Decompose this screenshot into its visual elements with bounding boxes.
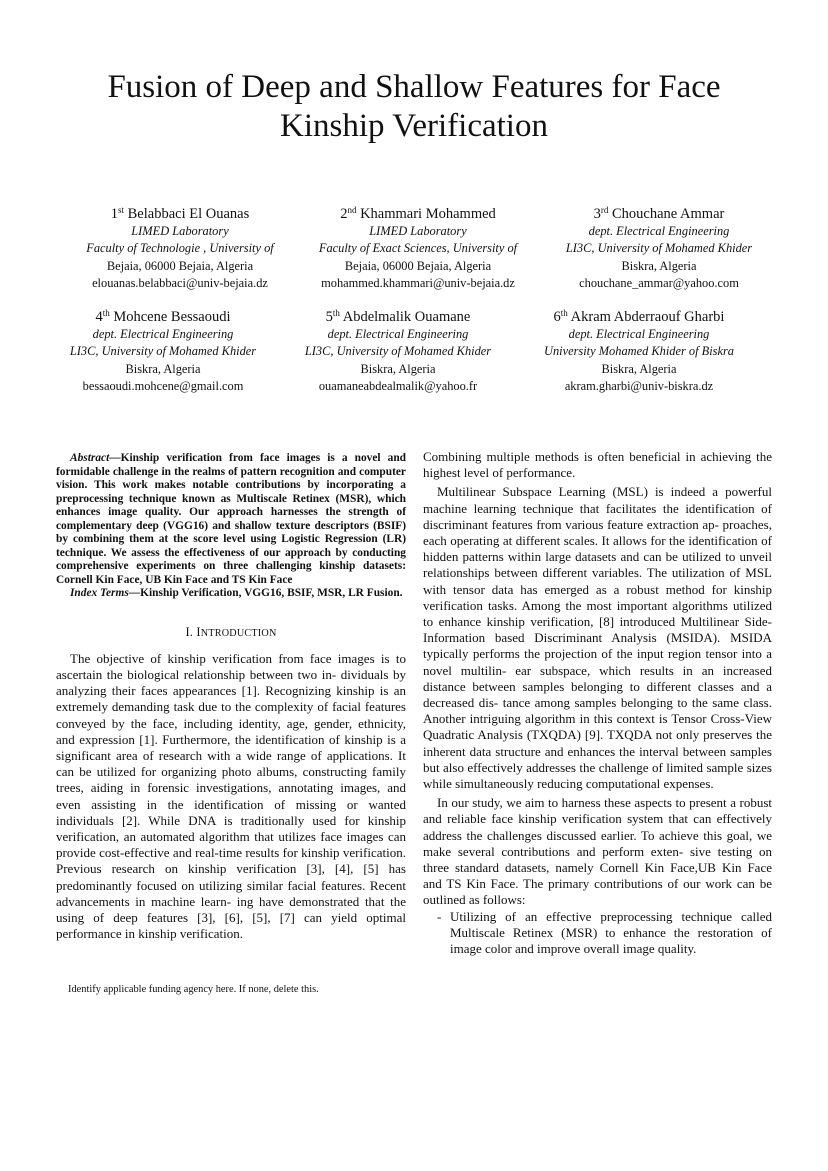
title-line-2: Kinship Verification [280, 108, 548, 144]
author-email: chouchane_ammar@yahoo.com [579, 276, 739, 291]
author-ordinal-suffix: th [560, 308, 568, 318]
section-title-rest: NTRODUCTION [200, 627, 277, 639]
author-ordinal: 3 [593, 206, 601, 222]
author-affiliation-1: dept. Electrical Engineering [588, 224, 730, 238]
author-block-1 [55, 205, 305, 293]
author-affiliation-1: dept. Electrical Engineering [92, 327, 234, 341]
author-ordinal-suffix: th [102, 308, 110, 318]
author-affiliation-2: University Mohamed Khider of Biskra [544, 344, 734, 359]
author-name: Mohcene Bessaoudi [113, 309, 231, 325]
contribution-text: Utilizing of an effective preprocessing technique called Multiscale Retinex (MSR) to enhance the restoration of image color and improve overall image quality. [450, 908, 772, 957]
author-ordinal-suffix: st [118, 205, 125, 215]
abstract-text: —Kinship verification from face images is a novel and formidable challenge in the realms of pattern recognition and computer vision. This work makes notable contributions by incorporating a preprocessing technique known as Multiscale Retinex (MSR), which enhances image quality. Our approach harnesses the strength of complementary deep (VGG16) and shallow texture descriptors (BSIF) by combining them at the score level using Logistic Regression (LR) technique. We assess the effectiveness of our approach by conducting comprehensive experiments on three challenging kinship datasets: Cornell Kin Face, UB Kin Face and TS Kin Face [56, 452, 406, 586]
author-location: Biskra, Algeria [125, 361, 201, 376]
author-ordinal-suffix: rd [600, 205, 609, 215]
author-block-2 [293, 205, 543, 293]
author-location: Biskra, Algeria [621, 258, 697, 273]
author-affiliation-2: LI3C, University of Mohamed Khider [304, 344, 492, 359]
author-email: mohammed.khammari@univ-bejaia.dz [321, 276, 515, 291]
author-affiliation-1: LIMED Laboratory [369, 224, 467, 238]
author-email: bessaoudi.mohcene@gmail.com [82, 379, 244, 394]
bullet-dash: - [437, 908, 442, 924]
author-block-4 [38, 308, 288, 396]
author-affiliation-2: Faculty of Technologie , University of [86, 241, 274, 256]
author-name: Belabbaci El Ouanas [127, 206, 250, 222]
abstract-label: Abstract [70, 452, 110, 464]
author-ordinal: 6 [553, 309, 561, 325]
section-heading-introduction [56, 624, 406, 642]
author-name: Abdelmalik Ouamane [342, 309, 471, 325]
author-email: elouanas.belabbaci@univ-bejaia.dz [92, 276, 268, 291]
author-name: Akram Abderraouf Gharbi [570, 309, 725, 325]
right-column [423, 449, 772, 957]
title-line-1: Fusion of Deep and Shallow Features for Face [107, 69, 721, 105]
author-affiliation-2: LI3C, University of Mohamed Khider [69, 344, 257, 359]
author-ordinal-suffix: th [332, 308, 340, 318]
author-ordinal-suffix: nd [347, 205, 357, 215]
index-terms [56, 587, 406, 601]
author-ordinal: 2 [340, 206, 348, 222]
abstract [56, 452, 406, 587]
author-ordinal: 4 [95, 309, 103, 325]
author-affiliation-2: LI3C, University of Mohamed Khider [565, 241, 753, 256]
paragraph-our-study: In our study, we aim to harness these aspects to present a robust and reliable face kinship verification system that can effectively address the challenges discussed earlier. To achieve this goal, we make several contributions and perform exten- sive testing on three standard datasets, namely Cornell Kin Face,UB Kin Face and TS Kin Face. The primary contributions of our work can be outlined as follows: [423, 795, 772, 908]
author-location: Bejaia, 06000 Bejaia, Algeria [106, 258, 254, 273]
author-ordinal: 5 [325, 309, 333, 325]
author-affiliation-2: Faculty of Exact Sciences, University of [318, 241, 518, 256]
contributions-list [423, 909, 772, 958]
author-name: Chouchane Ammar [612, 206, 725, 222]
author-block-3 [534, 205, 784, 293]
left-column [56, 452, 406, 942]
author-affiliation-1: dept. Electrical Engineering [568, 327, 710, 341]
paragraph-combining-methods: Combining multiple methods is often beneficial in achieving the highest level of performance. [423, 449, 772, 481]
paragraph-msl: Multilinear Subspace Learning (MSL) is indeed a powerful machine learning technique that facilitates the identification of discriminant features from various feature extraction ap- proaches, each operating at different scales. It allows for the identification of hidden patterns within large datasets and can be utilized to unveil relationships between different variables. The utilization of MSL with tensor data has emerged as a robust method for kinship verification tasks. Among the most important algorithms utilized to enhance kinship verification, [8] introduced Multilinear Side-Information based Discriminant Analysis (MSIDA). MSIDA typically performs the projection of the input region tensor into a novel multilin- ear subspace, which results in an increased distance between samples belonging to different classes and a decreased dis- tance among samples belonging to the same class. Another intriguing algorithm in this context is Tensor Cross-View Quadratic Analysis (TXQDA) [9]. TXQDA not only preserves the inherent data structure and enhances the interval between samples but also effectively addresses the challenge of limited sample sizes while simultaneously reducing computational expenses. [423, 484, 772, 792]
author-affiliation-1: LIMED Laboratory [131, 224, 229, 238]
list-item [437, 908, 772, 958]
intro-paragraph: The objective of kinship verification from face images is to ascertain the biological relationship between two in- dividuals by analyzing their faces appearances [1]. Recognizing kinship is an extremely demanding task due to the complexity of facial features conveyed by the face, including identity, age, gender, ethnicity, and expression [1]. Furthermore, the identification of kinship is a significant area of research with a wide range of applications. It can be utilized for organizing photo albums, constructing family trees, aiding in forensic investigations, annotating images, and even assisting in the identification of missing or wanted individuals [2]. While DNA is traditionally used for kinship verification, an automated algorithm that utilizes face images can provide cost-effective and real-time results for kinship verification. Previous research on kinship verification [3], [4], [5] has predominantly focused on utilizing similar facial features. Recent advancements in machine learn- ing have demonstrated that the using of deep features [3], [6], [5], [7] can yield optimal performance in kinship verification. [56, 650, 406, 942]
author-location: Biskra, Algeria [601, 361, 677, 376]
author-block-6 [514, 308, 764, 396]
index-terms-text: —Kinship Verification, VGG16, BSIF, MSR, LR Fusion. [128, 587, 403, 599]
section-title-initial: I [196, 624, 201, 639]
footnote: Identify applicable funding agency here. If none, delete this. [68, 984, 319, 995]
author-location: Bejaia, 06000 Bejaia, Algeria [344, 258, 492, 273]
author-name: Khammari Mohammed [360, 206, 496, 222]
author-email: akram.gharbi@univ-biskra.dz [564, 379, 714, 394]
author-email: ouamaneabdealmalik@yahoo.fr [318, 379, 478, 394]
author-block-5 [273, 308, 523, 396]
author-ordinal: 1 [110, 206, 118, 222]
index-terms-label: Index Terms [70, 587, 129, 599]
author-location: Biskra, Algeria [360, 361, 436, 376]
paper-title [60, 68, 768, 146]
section-number: I. [185, 624, 197, 639]
author-affiliation-1: dept. Electrical Engineering [327, 327, 469, 341]
